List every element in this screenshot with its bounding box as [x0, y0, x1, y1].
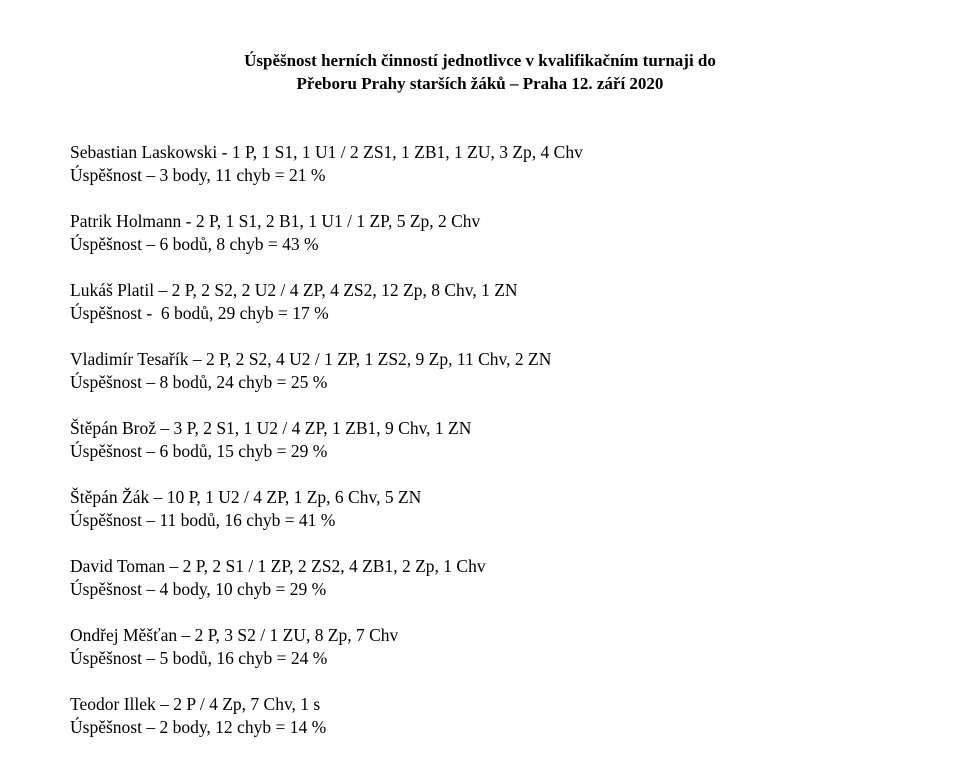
player-stats: Ondřej Měšťan – 2 P, 3 S2 / 1 ZU, 8 Zp, 7 Chv	[70, 625, 399, 645]
player-entry	[70, 693, 930, 762]
player-stats: David Toman – 2 P, 2 S1 / 1 ZP, 2 ZS2, 4 ZB1, 2 Zp, 1 Chv	[70, 556, 486, 576]
player-stats: Štěpán Žák – 10 P, 1 U2 / 4 ZP, 1 Zp, 6 Chv, 5 ZN	[70, 487, 422, 507]
player-stats: Teodor Illek – 2 P / 4 Zp, 7 Chv, 1 s	[70, 694, 321, 714]
player-success: Úspěšnost – 11 bodů, 16 chyb = 41 %	[70, 510, 336, 530]
title-line-1: Úspěšnost herních činností jednotlivce v kvalifikačním turnaji do	[244, 51, 716, 70]
player-success: Úspěšnost – 4 body, 10 chyb = 29 %	[70, 579, 327, 599]
player-entry	[70, 348, 930, 417]
player-success: Úspěšnost - 6 bodů, 29 chyb = 17 %	[70, 303, 329, 323]
document-title	[0, 49, 960, 95]
player-success: Úspěšnost – 8 bodů, 24 chyb = 25 %	[70, 372, 328, 392]
player-entry	[70, 624, 930, 693]
player-success: Úspěšnost – 5 bodů, 16 chyb = 24 %	[70, 648, 328, 668]
player-stats: Patrik Holmann - 2 P, 1 S1, 2 B1, 1 U1 / 1 ZP, 5 Zp, 2 Chv	[70, 211, 481, 231]
player-entry	[70, 210, 930, 279]
player-entry	[70, 279, 930, 348]
player-entry	[70, 555, 930, 624]
player-list	[70, 141, 930, 762]
player-stats: Lukáš Platil – 2 P, 2 S2, 2 U2 / 4 ZP, 4 ZS2, 12 Zp, 8 Chv, 1 ZN	[70, 280, 518, 300]
player-entry	[70, 417, 930, 486]
player-success: Úspěšnost – 2 body, 12 chyb = 14 %	[70, 717, 327, 737]
player-stats: Sebastian Laskowski - 1 P, 1 S1, 1 U1 / 2 ZS1, 1 ZB1, 1 ZU, 3 Zp, 4 Chv	[70, 142, 583, 162]
player-stats: Štěpán Brož – 3 P, 2 S1, 1 U2 / 4 ZP, 1 ZB1, 9 Chv, 1 ZN	[70, 418, 472, 438]
player-success: Úspěšnost – 3 body, 11 chyb = 21 %	[70, 165, 326, 185]
player-success: Úspěšnost – 6 bodů, 15 chyb = 29 %	[70, 441, 328, 461]
player-entry	[70, 141, 930, 210]
player-stats: Vladimír Tesařík – 2 P, 2 S2, 4 U2 / 1 ZP, 1 ZS2, 9 Zp, 11 Chv, 2 ZN	[70, 349, 552, 369]
player-entry	[70, 486, 930, 555]
title-line-2: Přeboru Prahy starších žáků – Praha 12. září 2020	[296, 74, 664, 93]
player-success: Úspěšnost – 6 bodů, 8 chyb = 43 %	[70, 234, 319, 254]
